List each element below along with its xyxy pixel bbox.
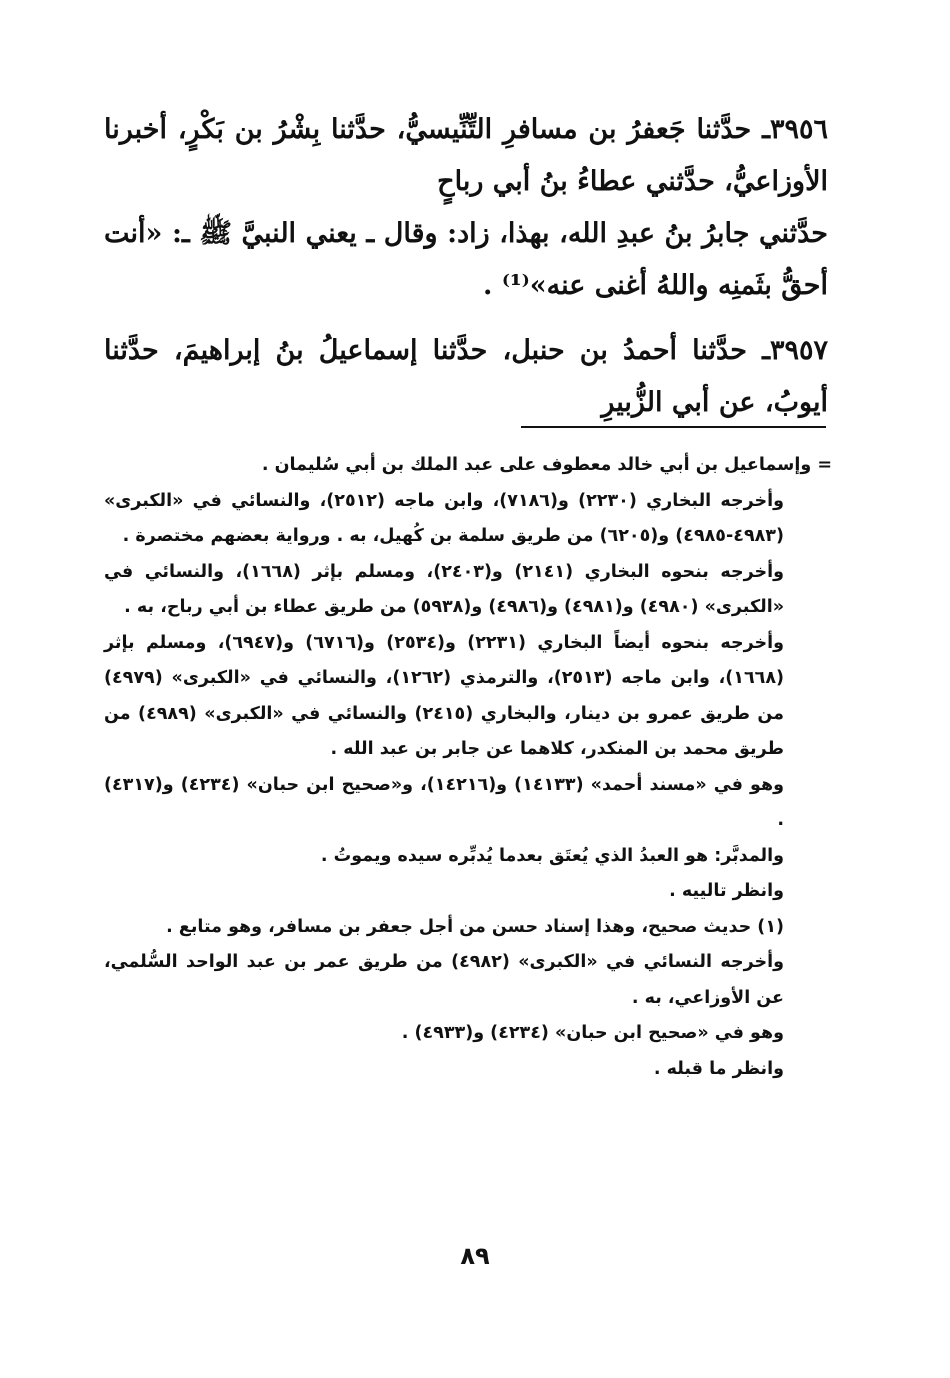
hadith-3956 bbox=[104, 104, 828, 208]
footnote-divider bbox=[521, 426, 826, 428]
hadith-continuation-paragraph: حدَّثني جابرُ بنُ عبدِ الله، بهذا، زاد: وقال ـ يعني النبيَّ ﷺ ـ: «أنت أحقُّ بثَمنِه واللهُ أغنى عنه»⁽¹⁾ . bbox=[104, 218, 828, 301]
footnote-line: وهو في «مسند أحمد» (١٤١٣٣) و(١٤٢١٦)، و«صحيح ابن حبان» (٤٢٣٤) و(٤٣١٧) . bbox=[104, 774, 785, 830]
page-number: ٨٩ bbox=[460, 1242, 490, 1270]
footnote-line: وأخرجه البخاري (٢٢٣٠) و(٧١٨٦)، وابن ماجه (٢٥١٢)، والنسائي في «الكبرى» (٤٩٨٣-٤٩٨٥) و(٦٢٠٥) من طريق سلمة بن كُهيل، به . ورواية بعضهم مختصرة . bbox=[104, 490, 785, 546]
hadith-text: ـ حدَّثنا جَعفرُ بن مسافرِ التِّنِّيسيُّ، حدَّثنا بِشْرُ بن بَكْرٍ، أخبرنا الأوزاعيُّ، حدَّثني عطاءُ بنُ أبي رباحٍ bbox=[104, 114, 828, 197]
footnote-line: وانظر ما قبله . bbox=[653, 1058, 784, 1079]
footnotes bbox=[104, 448, 832, 1087]
footnote-line: وأخرجه بنحوه البخاري (٢١٤١) و(٢٤٠٣)، ومسلم بإثر (١٦٦٨)، والنسائي في «الكبرى» (٤٩٨٠) و(٤٩٨١) و(٤٩٨٦) و(٥٩٣٨) من طريق عطاء بن أبي رباح، به . bbox=[104, 561, 785, 617]
hadith-3956-continuation bbox=[104, 208, 828, 312]
footnote-line: وانظر تالييه . bbox=[669, 881, 784, 901]
hadith-number: ٣٩٥٧ bbox=[769, 335, 828, 366]
hadith-text: ـ حدَّثنا أحمدُ بن حنبل، حدَّثنا إسماعيلُ بنُ إبراهيمَ، حدَّثنا أيوبُ، عن أبي الزُّبيرِ bbox=[104, 335, 828, 418]
footnote-line: وأخرجه النسائي في «الكبرى» (٤٩٨٢) من طريق عمر بن عبد الواحد السُّلمي، عن الأوزاعي، به . bbox=[104, 952, 784, 1008]
hadith-3956-paragraph bbox=[104, 104, 828, 208]
hadith-3957 bbox=[104, 325, 828, 429]
footnote-line: والمدبَّر: هو العبدُ الذي يُعتَق بعدما يُدبِّره سيده ويموتُ . bbox=[320, 845, 784, 866]
footnote-line: = وإسماعيل بن أبي خالد معطوف على عبد الملك بن أبي سُليمان . bbox=[261, 455, 832, 475]
footnote-line: (١) حديث صحيح، وهذا إسناد حسن من أجل جعفر بن مسافر، وهو متابع . bbox=[166, 916, 784, 937]
footnote-line: وأخرجه بنحوه أيضاً البخاري (٢٢٣١) و(٢٥٣٤) و(٦٧١٦) و(٦٩٤٧)، ومسلم بإثر (١٦٦٨)، وابن ماجه (٢٥١٣)، والترمذي (١٢٦٢)، والنسائي في «الكبرى» (٤٩٧٩) من طريق عمرو بن دينار، والبخاري (٢٤١٥) والنسائي في «الكبرى» (٤٩٨٩) من طريق محمد بن المنكدر، كلاهما عن جابر بن عبد الله . bbox=[104, 632, 785, 759]
hadith-number: ٣٩٥٦ bbox=[769, 114, 828, 145]
footnote-line: وهو في «صحيح ابن حبان» (٤٢٣٤) و(٤٩٣٣) . bbox=[401, 1023, 784, 1043]
hadith-3957-paragraph bbox=[104, 325, 828, 429]
